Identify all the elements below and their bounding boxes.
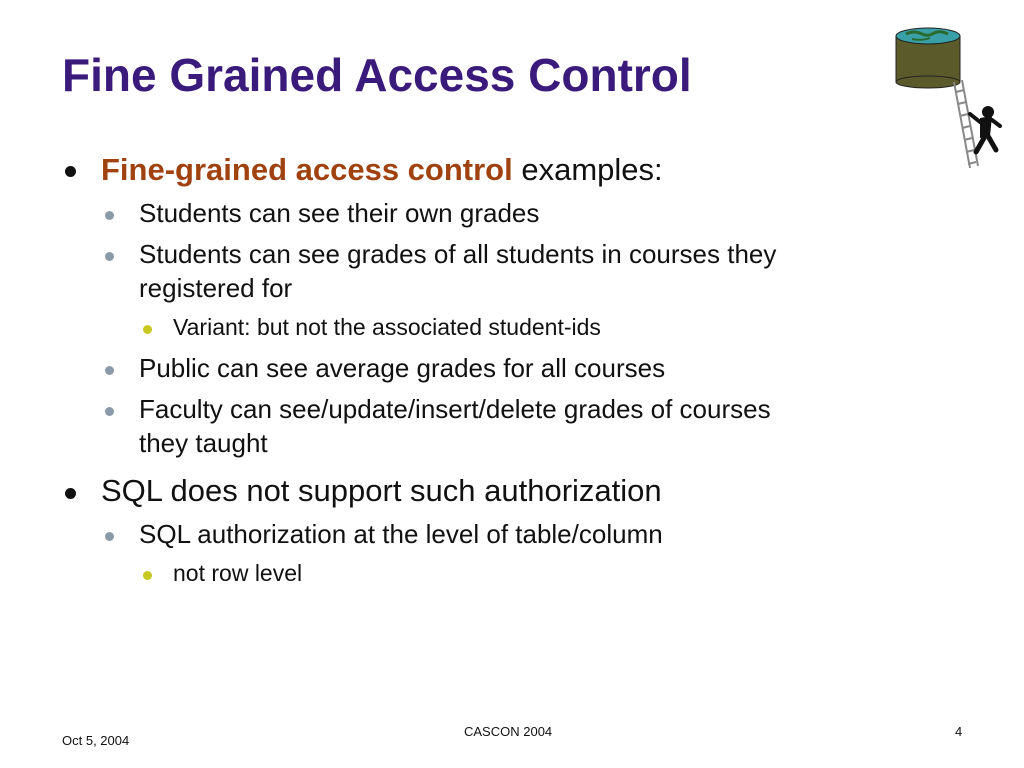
bullet-row-level: not row level — [173, 560, 303, 586]
bullet-faculty-line1: Faculty can see/update/insert/delete grades of courses — [139, 394, 771, 424]
bullet-dot — [105, 252, 114, 261]
footer-page-number: 4 — [955, 724, 963, 739]
footer-conference: CASCON 2004 — [464, 724, 553, 739]
bullet-dot — [65, 488, 76, 499]
bullet-dot — [143, 325, 152, 334]
slide-title: Fine Grained Access Control — [62, 49, 692, 101]
bullet-all-students-line2: registered for — [139, 273, 293, 303]
bullet-dot — [105, 407, 114, 416]
bullet-dot — [105, 366, 114, 375]
bullet-dot — [143, 571, 152, 580]
highlight-term: Fine-grained access control — [101, 152, 513, 187]
bullet-own-grades: Students can see their own grades — [139, 198, 540, 228]
bullet-sql: SQL does not support such authorization — [101, 473, 662, 508]
bullet-sql-authorization: SQL authorization at the level of table/column — [139, 519, 663, 549]
database-with-climber-icon — [884, 18, 1004, 178]
bullet-text: examples: — [512, 152, 663, 187]
bullet-faculty-line2: they taught — [139, 428, 268, 458]
bullet-public: Public can see average grades for all courses — [139, 353, 666, 383]
bullet-dot — [105, 532, 114, 541]
bullet-dot — [105, 211, 114, 220]
bullet-dot — [65, 166, 76, 177]
footer-date: Oct 5, 2004 — [62, 733, 130, 748]
bullet-all-students-line1: Students can see grades of all students in courses they — [139, 239, 777, 269]
bullet-variant: Variant: but not the associated student-ids — [173, 314, 601, 340]
bullet-fine-grained — [101, 152, 663, 188]
